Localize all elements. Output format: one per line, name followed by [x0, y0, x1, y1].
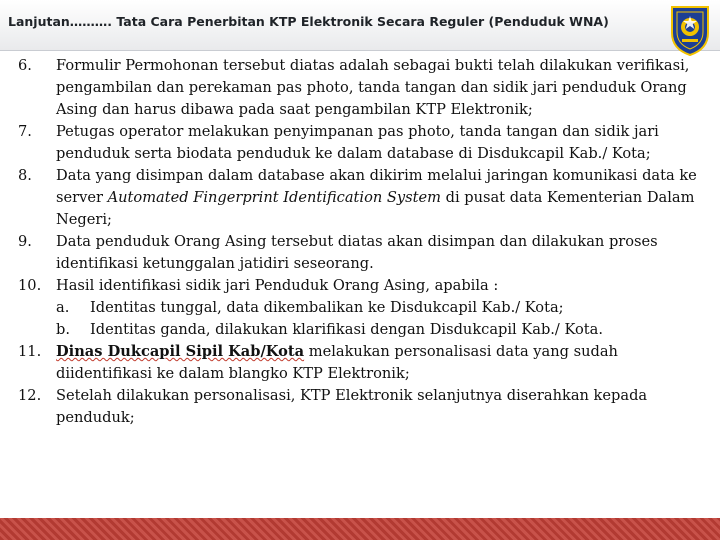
sub-item-a: [56, 297, 708, 319]
item-text: Hasil identifikasi sidik jari Penduduk Orang Asing, apabila :: [56, 277, 499, 294]
item-number: 11.: [18, 343, 42, 360]
kemendagri-emblem-icon: [666, 3, 714, 57]
item-text: Petugas operator melakukan penyimpanan pas photo, tanda tangan dan sidik jari penduduk serta biodata penduduk ke dalam database di Disdukcapil Kab./ Kota;: [56, 123, 659, 162]
sub-item-label: b.: [56, 321, 70, 338]
list-item-6: [18, 55, 708, 121]
procedure-list: [18, 55, 708, 429]
item-number: 12.: [18, 387, 42, 404]
item-number: 10.: [18, 277, 42, 294]
item-text-part: melakukan personalisasi data yang sudah diidentifikasi ke dalam blangko KTP Elektronik;: [56, 343, 618, 382]
list-item-9: [18, 231, 708, 275]
sub-item-text: Identitas ganda, dilakukan klarifikasi dengan Disdukcapil Kab./ Kota.: [90, 321, 603, 338]
afis-term: Automated Fingerprint Identification System: [107, 189, 441, 206]
slide-title: Lanjutan………. Tata Cara Penerbitan KTP Elektronik Secara Reguler (Penduduk WNA): [8, 14, 609, 29]
list-item-8: [18, 165, 708, 231]
item-text-part: di pusat data Kementerian Dalam Negeri;: [56, 189, 695, 228]
item-text-part: Data yang disimpan dalam database akan dikirim melalui jaringan komunikasi data ke server: [56, 167, 697, 206]
list-item-7: [18, 121, 708, 165]
item-text: [56, 341, 708, 385]
sub-item-label: a.: [56, 299, 70, 316]
item-text: Data penduduk Orang Asing tersebut diatas akan disimpan dan dilakukan proses identifikasi ketunggalan jatidiri seseorang.: [56, 233, 658, 272]
list-item-12: [18, 385, 708, 429]
footer-bar: [0, 518, 720, 540]
list-item-11: [18, 341, 708, 385]
item-number: 6.: [18, 57, 32, 74]
item-text: [56, 165, 708, 231]
item-number: 8.: [18, 167, 32, 184]
item-text: Setelah dilakukan personalisasi, KTP Elektronik selanjutnya diserahkan kepada penduduk;: [56, 387, 648, 426]
sub-item-b: [56, 319, 708, 341]
item-number: 9.: [18, 233, 32, 250]
header-band: [0, 0, 720, 51]
highlighted-agency: Dinas Dukcapil Sipil Kab/Kota: [56, 343, 305, 360]
list-item-10: [18, 275, 708, 341]
sub-item-text: Identitas tunggal, data dikembalikan ke Disdukcapil Kab./ Kota;: [90, 299, 564, 316]
item-number: 7.: [18, 123, 32, 140]
item-text: Formulir Permohonan tersebut diatas adalah sebagai bukti telah dilakukan verifikasi, pengambilan dan perekaman pas photo, tanda tangan dan sidik jari penduduk Orang Asing dan harus dibawa pada saat pengambilan KTP Elektronik;: [56, 57, 690, 118]
